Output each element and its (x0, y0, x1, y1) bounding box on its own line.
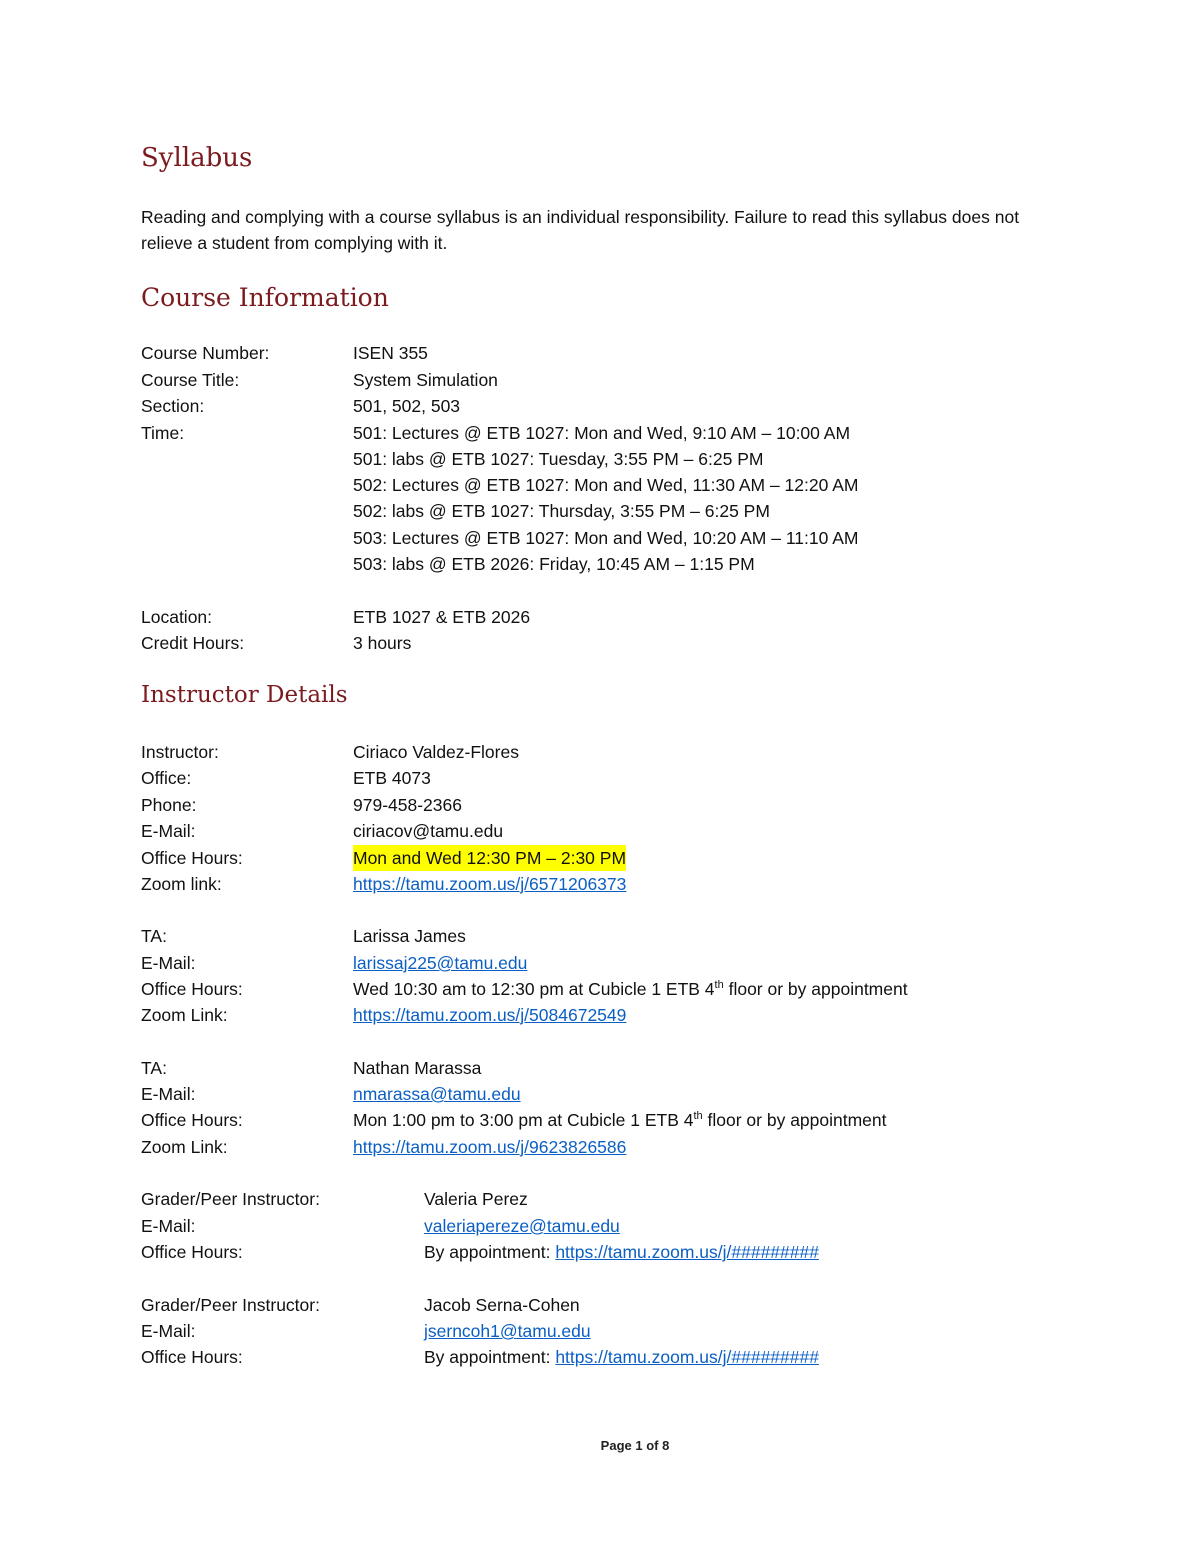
instructor-zoom-link[interactable]: https://tamu.zoom.us/j/6571206373 (353, 874, 627, 894)
intro-paragraph: Reading and complying with a course syllabus is an individual responsibility. Failure to read this syllabus does not relieve a student from complying with it. (141, 207, 1020, 253)
grader-label: Grader/Peer Instructor: (141, 1189, 320, 1209)
time-value: 501: Lectures @ ETB 1027: Mon and Wed, 9:10 AM – 10:00 AM (353, 423, 851, 443)
ta1-hours-text-end: floor or by appointment (723, 979, 908, 999)
ta1-name: Larissa James (353, 926, 466, 946)
email-label: E-Mail: (141, 953, 196, 973)
time-label: Time: (141, 423, 185, 443)
location-label: Location: (141, 607, 213, 627)
grader1-name: Valeria Perez (424, 1189, 528, 1209)
instructor-email: ciriacov@tamu.edu (353, 821, 504, 841)
instructor-name: Ciriaco Valdez-Flores (353, 742, 519, 762)
time-value: 503: labs @ ETB 2026: Friday, 10:45 AM – 1:15 PM (353, 554, 755, 574)
email-label: E-Mail: (141, 1216, 196, 1236)
zoom-label: Zoom Link: (141, 1005, 228, 1025)
office-hours-label: Office Hours: (141, 979, 243, 999)
ta-label: TA: (141, 1058, 167, 1078)
course-number-value: ISEN 355 (353, 343, 428, 363)
document-page (141, 0, 1061, 1553)
office-hours-label: Office Hours: (141, 1347, 243, 1367)
time-value: 503: Lectures @ ETB 1027: Mon and Wed, 10:20 AM – 11:10 AM (353, 528, 859, 548)
grader1-zoom-link[interactable]: https://tamu.zoom.us/j/######### (555, 1242, 819, 1262)
office-hours-highlighted: Mon and Wed 12:30 PM – 2:30 PM (353, 845, 626, 871)
ta2-hours-superscript: th (693, 1110, 703, 1122)
grader1-office-hours (424, 1239, 819, 1265)
office-hours-label: Office Hours: (141, 848, 243, 868)
section-label: Section: (141, 396, 205, 416)
phone-value: 979-458-2366 (353, 795, 462, 815)
page-number-footer: Page 1 of 8 (600, 1438, 670, 1453)
office-hours-label: Office Hours: (141, 1242, 243, 1262)
zoom-label: Zoom link: (141, 874, 222, 894)
course-information-heading: Course Information (141, 283, 389, 312)
grader-label: Grader/Peer Instructor: (141, 1295, 320, 1315)
ta2-zoom-link[interactable]: https://tamu.zoom.us/j/9623826586 (353, 1137, 627, 1157)
email-label: E-Mail: (141, 1084, 196, 1104)
instructor-label: Instructor: (141, 742, 219, 762)
grader2-name: Jacob Serna-Cohen (424, 1295, 580, 1315)
time-value: 501: labs @ ETB 1027: Tuesday, 3:55 PM – 6:25 PM (353, 449, 764, 469)
email-label: E-Mail: (141, 1321, 196, 1341)
grader2-office-hours (424, 1344, 819, 1370)
grader1-email-link[interactable]: valeriapereze@tamu.edu (424, 1216, 620, 1236)
course-number-label: Course Number: (141, 343, 270, 363)
ta2-name: Nathan Marassa (353, 1058, 482, 1078)
time-value: 502: Lectures @ ETB 1027: Mon and Wed, 11:30 AM – 12:20 AM (353, 475, 859, 495)
time-value: 502: labs @ ETB 1027: Thursday, 3:55 PM – 6:25 PM (353, 501, 770, 521)
page-title: Syllabus (141, 143, 253, 173)
grader2-hours-prefix: By appointment: (424, 1347, 556, 1367)
office-label: Office: (141, 768, 192, 788)
grader2-email-link[interactable]: jserncoh1@tamu.edu (424, 1321, 591, 1341)
ta2-office-hours (353, 1107, 887, 1133)
ta1-office-hours (353, 976, 908, 1002)
course-title-value: System Simulation (353, 370, 498, 390)
ta2-hours-text: Mon 1:00 pm to 3:00 pm at Cubicle 1 ETB 4 (353, 1110, 694, 1130)
ta1-zoom-link[interactable]: https://tamu.zoom.us/j/5084672549 (353, 1005, 627, 1025)
office-hours-label: Office Hours: (141, 1110, 243, 1130)
instructor-details-heading: Instructor Details (141, 682, 348, 708)
course-title-label: Course Title: (141, 370, 240, 390)
email-label: E-Mail: (141, 821, 196, 841)
zoom-label: Zoom Link: (141, 1137, 228, 1157)
ta2-email-link[interactable]: nmarassa@tamu.edu (353, 1084, 521, 1104)
ta1-hours-superscript: th (714, 979, 724, 991)
ta1-hours-text: Wed 10:30 am to 12:30 pm at Cubicle 1 ETB 4 (353, 979, 715, 999)
ta-label: TA: (141, 926, 167, 946)
grader1-hours-prefix: By appointment: (424, 1242, 556, 1262)
location-value: ETB 1027 & ETB 2026 (353, 607, 531, 627)
office-value: ETB 4073 (353, 768, 431, 788)
credit-hours-label: Credit Hours: (141, 633, 245, 653)
credit-hours-value: 3 hours (353, 633, 412, 653)
ta1-email-link[interactable]: larissaj225@tamu.edu (353, 953, 528, 973)
section-value: 501, 502, 503 (353, 396, 461, 416)
ta2-hours-text-end: floor or by appointment (702, 1110, 887, 1130)
grader2-zoom-link[interactable]: https://tamu.zoom.us/j/######### (555, 1347, 819, 1367)
phone-label: Phone: (141, 795, 197, 815)
